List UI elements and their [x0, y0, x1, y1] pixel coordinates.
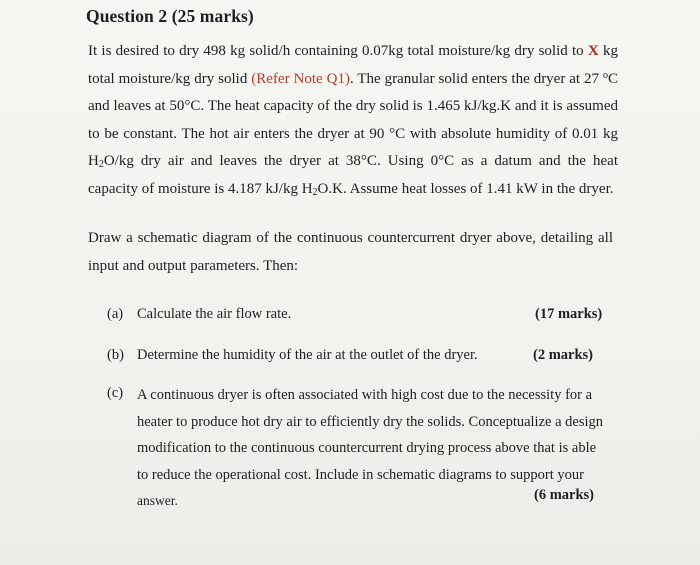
problem-statement — [88, 38, 618, 203]
subscript: 2 — [312, 186, 318, 198]
question-title: Question 2 (25 marks) — [86, 6, 254, 26]
text-segment: O.K. Assume heat losses of 1.41 kW in the dryer. — [317, 180, 614, 197]
marks-c: (6 marks) — [534, 487, 595, 503]
text-line: heater to produce hot dry air to efficiently dry the solids. Conceptualize a design — [137, 413, 604, 430]
text-line: modification to the continuous countercurrent drying process above that is able — [137, 440, 597, 456]
text-segment: O/kg dry air and leaves the dryer at 38°C. Using 0°C as a datum and the heat capacity of moisture is 4.187 kJ/kg H — [88, 153, 618, 197]
item-text: Determine the humidity of the air at the outlet of the dryer. — [137, 347, 478, 363]
note-reference: (Refer Note Q1) — [251, 70, 350, 87]
target-moisture-variable: X — [587, 43, 599, 59]
item-label: (c) — [107, 385, 124, 401]
text-segment: C and leaves at 50°C. The heat capacity of the dry solid is 1.465 kJ/kg.K and it is assumed to be constant. The hot air enters the dryer at 90 °C with absolute humidity of 0.01 kg H — [88, 70, 619, 169]
item-label: (b) — [107, 347, 124, 363]
item-text: Calculate the air flow rate. — [137, 306, 292, 322]
degree-mark: o — [603, 69, 608, 81]
item-label: (a) — [107, 306, 124, 322]
text-line: answer. — [137, 493, 178, 508]
text-segment: kg total moisture/kg dry solid — [88, 43, 618, 87]
text-segment: It is desired to dry 498 kg solid/h containing 0.07kg total moisture/kg dry solid to — [88, 43, 588, 59]
marks-b: (2 marks) — [533, 347, 594, 363]
text-line: to reduce the operational cost. Include in schematic diagrams to support your — [137, 466, 584, 483]
text-line: A continuous dryer is often associated with high cost due to the necessity for a — [137, 387, 593, 403]
marks-a: (17 marks) — [535, 306, 603, 322]
subscript: 2 — [98, 159, 104, 170]
text-segment: . The granular solid enters the dryer at 27 — [349, 70, 603, 87]
instruction-paragraph: Draw a schematic diagram of the continuous countercurrent dryer above, detailing all input and output parameters. Then: — [88, 230, 613, 274]
